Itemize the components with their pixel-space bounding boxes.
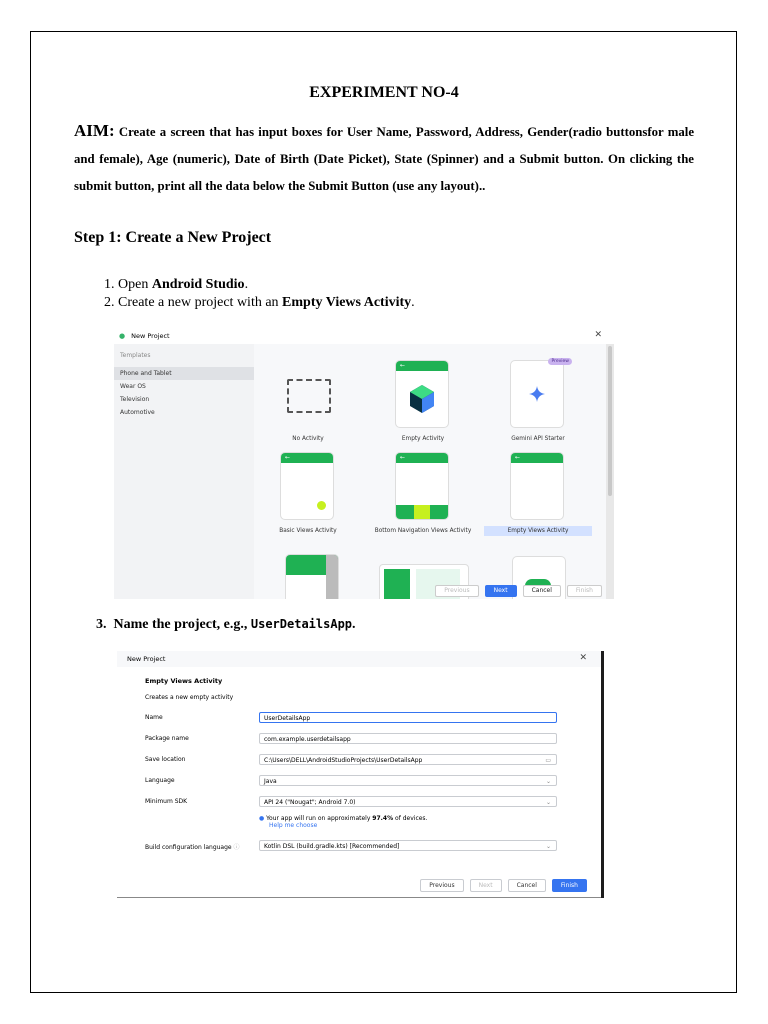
scrollbar-thumb[interactable]	[608, 346, 612, 496]
sidebar-item-wear-os[interactable]: Wear OS	[120, 383, 146, 390]
help-icon[interactable]: ⓘ	[233, 844, 240, 851]
list-item-text: Open	[118, 277, 152, 292]
list-item	[118, 276, 718, 294]
fab-icon	[317, 501, 326, 510]
android-studio-icon: ●	[119, 332, 126, 340]
cancel-button[interactable]: Cancel	[523, 585, 561, 597]
form-heading: Empty Views Activity	[145, 677, 223, 685]
step3-heading	[96, 617, 356, 633]
sidebar-item-automotive[interactable]: Automotive	[120, 409, 155, 416]
build-config-row	[145, 840, 565, 852]
empty-placeholder-icon	[287, 379, 331, 413]
step3-end: .	[352, 617, 356, 632]
save-location-row	[145, 754, 565, 766]
min-sdk-label: Minimum SDK	[145, 798, 188, 805]
sdk-info	[259, 815, 427, 829]
list-item-bold: Android Studio	[151, 277, 245, 292]
info-icon: ●	[259, 815, 265, 822]
chevron-down-icon: ⌄	[545, 778, 551, 785]
tile-label: Empty Views Activity	[484, 526, 592, 536]
sidebar-header: Templates	[120, 352, 151, 359]
language-select[interactable]	[259, 775, 557, 786]
phone-preview	[285, 554, 339, 599]
compose-cube-icon	[396, 371, 448, 427]
arrow-back-icon: ←	[396, 453, 448, 463]
dialog-buttons	[420, 879, 587, 892]
step3-number: 3.	[96, 617, 107, 632]
tile-gemini-api-starter[interactable]	[484, 352, 592, 448]
folder-icon[interactable]: ▭	[545, 757, 551, 764]
templates-grid	[254, 344, 606, 599]
min-sdk-value: API 24 ("Nougat"; Android 7.0)	[264, 799, 356, 806]
bottom-nav-selected	[414, 505, 430, 519]
build-config-label-text: Build configuration language	[145, 844, 232, 851]
info-text: Your app will run on approximately	[266, 815, 373, 822]
list-item	[118, 294, 718, 312]
configure-project-screenshot	[117, 651, 604, 898]
phone-preview	[395, 360, 449, 428]
next-button[interactable]: Next	[485, 585, 517, 597]
list-item-text: .	[244, 277, 249, 292]
min-sdk-row	[145, 796, 565, 808]
phone-preview	[280, 452, 334, 520]
scrollbar[interactable]	[606, 344, 614, 599]
tile-label: Basic Views Activity	[279, 528, 337, 534]
name-field[interactable]: UserDetailsApp	[259, 712, 557, 723]
close-icon[interactable]: ✕	[594, 330, 602, 340]
divider	[117, 897, 601, 898]
name-label: Name	[145, 714, 163, 721]
aim-label: AIM:	[74, 121, 115, 140]
step1-heading: Step 1: Create a New Project	[74, 229, 272, 246]
chevron-down-icon: ⌄	[545, 799, 551, 806]
steps-list	[74, 276, 718, 312]
package-field[interactable]: com.example.userdetailsapp	[259, 733, 557, 744]
bottom-nav-bar	[396, 505, 448, 519]
info-text-end: of devices.	[393, 815, 428, 822]
tile-bottom-navigation[interactable]	[369, 444, 477, 540]
side-panel	[326, 555, 338, 599]
close-icon[interactable]: ✕	[579, 653, 587, 663]
step3-code: UserDetailsApp	[250, 617, 353, 631]
chevron-down-icon: ⌄	[545, 843, 551, 850]
list-item-text: .	[411, 295, 415, 310]
tile-empty-views-activity[interactable]	[484, 444, 592, 540]
save-location-label: Save location	[145, 756, 186, 763]
finish-button[interactable]: Finish	[567, 585, 602, 597]
save-location-value: C:\Users\DELL\AndroidStudioProjects\UserDetailsApp	[264, 757, 423, 764]
language-label: Language	[145, 777, 175, 784]
phone-preview	[395, 452, 449, 520]
info-percent: 97.4%	[372, 815, 394, 822]
dialog-buttons	[435, 585, 602, 597]
form-subheading: Creates a new empty activity	[145, 694, 234, 701]
list-item-text: Create a new project with an	[118, 295, 283, 310]
language-row	[145, 775, 565, 787]
gemini-sparkle-icon	[511, 361, 563, 427]
new-project-screenshot	[114, 328, 614, 599]
window-title: New Project	[131, 332, 170, 340]
step3-text: Name the project, e.g.,	[113, 617, 251, 632]
sidebar-item-phone-tablet[interactable]: Phone and Tablet	[114, 367, 254, 380]
tile-no-activity[interactable]	[254, 352, 362, 448]
aim-paragraph	[74, 117, 694, 200]
window-title: New Project	[127, 655, 166, 663]
phone-preview	[510, 360, 564, 428]
tile-label: Bottom Navigation Views Activity	[374, 528, 472, 534]
sidebar-item-television[interactable]: Television	[120, 396, 150, 403]
preview-badge: Preview	[548, 358, 572, 365]
window-titlebar	[114, 328, 614, 344]
tile-empty-activity[interactable]	[369, 352, 477, 448]
min-sdk-select[interactable]	[259, 796, 557, 807]
arrow-back-icon: ←	[281, 453, 333, 463]
language-value: Java	[264, 778, 277, 785]
build-config-select[interactable]	[259, 840, 557, 851]
finish-button[interactable]: Finish	[552, 879, 587, 892]
templates-sidebar	[114, 344, 254, 599]
tile-basic-views-activity[interactable]	[254, 444, 362, 540]
cancel-button[interactable]: Cancel	[508, 879, 546, 892]
name-row	[145, 712, 565, 724]
previous-button[interactable]: Previous	[435, 585, 478, 597]
aim-text: Create a screen that has input boxes for User Name, Password, Address, Gender(radio buttonsfor male and female), Age (numeric), Date of Birth (Date Picket), State (Spinner) and a Submit button. On clicking the submit button, print all the data below the Submit Button (use any layout)..	[74, 125, 694, 193]
list-pane	[384, 569, 410, 599]
next-button[interactable]: Next	[470, 879, 502, 892]
build-config-label	[145, 842, 240, 851]
arrow-back-icon: ←	[511, 453, 563, 463]
phone-preview	[510, 452, 564, 520]
tile-label: No Activity	[292, 436, 324, 442]
arrow-back-icon: ←	[396, 361, 448, 371]
list-item-bold: Empty Views Activity	[282, 295, 412, 310]
help-me-choose-link[interactable]: Help me choose	[269, 822, 318, 829]
page-title: EXPERIMENT NO-4	[309, 84, 459, 101]
window-titlebar	[117, 651, 601, 667]
build-config-value: Kotlin DSL (build.gradle.kts) [Recommended]	[264, 843, 400, 850]
tile-label: Empty Activity	[401, 436, 445, 442]
previous-button[interactable]: Previous	[420, 879, 463, 892]
tile-row3-1[interactable]	[254, 546, 362, 599]
save-location-field[interactable]	[259, 754, 557, 765]
tile-label: Gemini API Starter	[511, 436, 565, 442]
package-row	[145, 733, 565, 745]
package-label: Package name	[145, 735, 189, 742]
